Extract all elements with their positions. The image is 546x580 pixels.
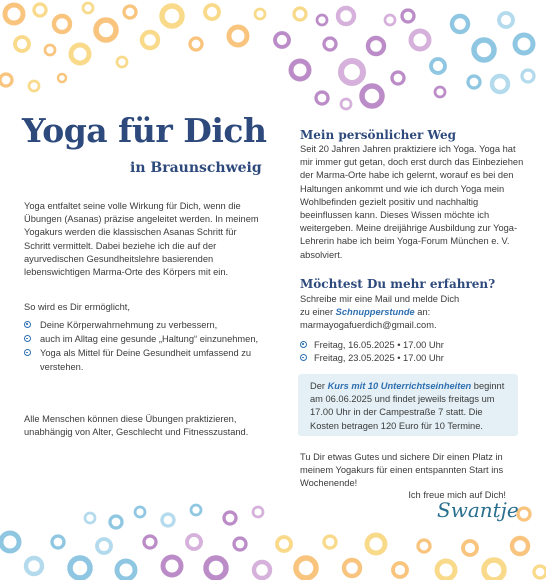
- decorative-circle: [277, 537, 291, 551]
- intro-text: Yoga entfaltet seine volle Wirkung für Dich, wenn die Übungen (Asanas) präzise angeleitet werden. In meinem Yogakurs werden die klassischen Asanas Schritt für Schritt vermittelt. Dabei beziehe ich die auf der ayurvedischen Gesundheitslehre basierenden lebenswichtigen Marma-Orte des Körpers mit ein.: [24, 201, 259, 278]
- decorative-circle: [163, 557, 181, 575]
- list-item: Freitag, 23.05.2025 • 17.00 Uhr: [300, 352, 444, 365]
- decorative-circle: [96, 20, 116, 40]
- list-item: Deine Körperwahrnehmung zu verbessern,: [24, 319, 260, 332]
- list-item: Yoga als Mittel für Deine Gesundheit umfassend zu verstehen.: [24, 347, 260, 373]
- decorative-circle: [0, 74, 12, 86]
- decorative-circle: [124, 6, 136, 18]
- signature: Swantje: [437, 498, 519, 522]
- decorative-circle: [224, 512, 236, 524]
- decorative-circle: [341, 99, 351, 109]
- decorative-circle: [135, 507, 145, 517]
- decorative-circle: [362, 86, 382, 106]
- decorative-circle: [234, 538, 246, 550]
- decorative-circle: [367, 535, 385, 553]
- decorative-circle: [296, 558, 316, 578]
- decorative-circle: [316, 92, 328, 104]
- decorative-circle: [144, 536, 156, 548]
- decorative-circle: [518, 508, 530, 520]
- decorative-circle: [275, 33, 289, 47]
- outro-text: Tu Dir etwas Gutes und sichere Dir einen Platz in meinem Yogakurs für einen entspannten Start ins Wochenende!: [300, 452, 504, 489]
- decorative-circle: [474, 40, 494, 60]
- list-item: auch im Alltag eine gesunde „Haltung“ einzunehmen,: [24, 333, 260, 346]
- closing-text: Alle Menschen können diese Übungen praktizieren, unabhängig von Alter, Geschlecht und Fitnesszustand.: [24, 414, 249, 438]
- decorative-circle: [97, 539, 111, 553]
- decorative-circle: [190, 38, 202, 50]
- decorative-circle: [52, 536, 64, 548]
- decorative-circle: [515, 35, 533, 53]
- decorative-circle: [29, 81, 39, 91]
- decorative-circle: [255, 9, 265, 19]
- page-subtitle: in Braunschweig: [130, 160, 262, 176]
- decorative-circle: [522, 70, 534, 82]
- decorative-circle: [162, 514, 174, 526]
- heading-personal-way: Mein persönlicher Weg: [300, 128, 457, 142]
- trial-lesson-highlight: Schnupperstunde: [335, 307, 415, 318]
- email-address[interactable]: marmayogafuerdich@gmail.com.: [300, 320, 437, 331]
- trial-dates-list: [300, 339, 444, 365]
- decorative-circle: [393, 563, 407, 577]
- decorative-circle: [191, 505, 201, 515]
- decorative-circle: [291, 61, 309, 79]
- decorative-circle: [26, 558, 42, 574]
- decorative-circle: [368, 38, 384, 54]
- thanks-text: Ich freue mich auf Dich!: [408, 490, 506, 500]
- decorative-circle: [484, 560, 504, 580]
- bullet-icon: [24, 349, 31, 356]
- decorative-circle: [229, 27, 247, 45]
- decorative-circles-top: [0, 0, 546, 120]
- decorative-circle: [71, 45, 89, 63]
- bullet-icon: [24, 321, 31, 328]
- decorative-circle: [254, 562, 270, 578]
- decorative-circle: [435, 87, 445, 97]
- decorative-circle: [15, 37, 29, 51]
- decorative-circle: [418, 540, 430, 552]
- decorative-circle: [34, 4, 46, 16]
- personal-way-text: Seit 20 Jahren Jahren praktiziere ich Yoga. Yoga hat mir immer gut getan, doch erst durch das Einbeziehen der Marma-Orte habe ich gelernt, worauf es bei den Haltungen ankommt und wie ich durch Yoga mein Wohlbefinden gezielt positiv und nachhaltig beeinflussen kann. Dieses Wissen möchte ich weitergeben. Meine dreijährige Ausbildung zur Yoga-Lehrerin habe ich beim Yoga-Forum München e. V. absolviert.: [300, 144, 524, 260]
- decorative-circle: [142, 32, 158, 48]
- decorative-circle: [54, 16, 70, 32]
- bullet-icon: [300, 341, 307, 348]
- list-item: Freitag, 16.05.2025 • 17.00 Uhr: [300, 339, 444, 352]
- heading-learn-more: Möchtest Du mehr erfahren?: [300, 277, 496, 291]
- contact-text: Schreibe mir eine Mail und melde Dich zu einer Schnupperstunde an: marmayogafuerdich@gmail.com.: [300, 293, 528, 333]
- decorative-circle: [411, 31, 429, 49]
- course-info-box: Der Kurs mit 10 Unterrichtseinheiten beginnt am 06.06.2025 und findet jeweils freitags um 17.00 Uhr in der Campestraße 7 statt. Die Kosten betragen 120 Euro für 10 Termine.: [298, 374, 518, 436]
- decorative-circle: [492, 76, 508, 92]
- decorative-circle: [431, 59, 445, 73]
- decorative-circle: [317, 15, 327, 25]
- decorative-circle: [83, 3, 93, 13]
- decorative-circle: [402, 10, 414, 22]
- decorative-circle: [58, 74, 66, 82]
- benefits-lead: So wird es Dir ermöglicht,: [24, 302, 130, 312]
- decorative-circle: [512, 538, 528, 554]
- decorative-circle: [5, 5, 23, 23]
- decorative-circle: [452, 16, 468, 32]
- decorative-circle: [187, 535, 201, 549]
- page-title: Yoga für Dich: [22, 111, 267, 150]
- decorative-circle: [534, 566, 546, 578]
- decorative-circle: [162, 6, 182, 26]
- decorative-circle: [392, 72, 404, 84]
- decorative-circle: [205, 5, 219, 19]
- decorative-circle: [463, 541, 477, 555]
- decorative-circle: [117, 561, 135, 579]
- decorative-circle: [70, 558, 90, 578]
- decorative-circle: [324, 536, 336, 548]
- decorative-circle: [117, 57, 127, 67]
- decorative-circle: [253, 507, 263, 517]
- course-highlight: Kurs mit 10 Unterrichtseinheiten: [327, 381, 472, 391]
- decorative-circle: [294, 8, 306, 20]
- bullet-icon: [24, 335, 31, 342]
- decorative-circle: [1, 533, 19, 551]
- decorative-circle: [385, 15, 395, 25]
- decorative-circle: [85, 513, 95, 523]
- decorative-circle: [324, 38, 336, 50]
- decorative-circle: [499, 13, 513, 27]
- decorative-circle: [468, 76, 480, 88]
- bullet-icon: [300, 354, 307, 361]
- decorative-circle: [110, 516, 122, 528]
- decorative-circle: [206, 558, 226, 578]
- decorative-circle: [338, 8, 354, 24]
- decorative-circle: [344, 560, 360, 576]
- decorative-circle: [437, 561, 455, 579]
- decorative-circle: [341, 61, 363, 83]
- decorative-circle: [45, 45, 55, 55]
- benefits-list: [24, 319, 260, 375]
